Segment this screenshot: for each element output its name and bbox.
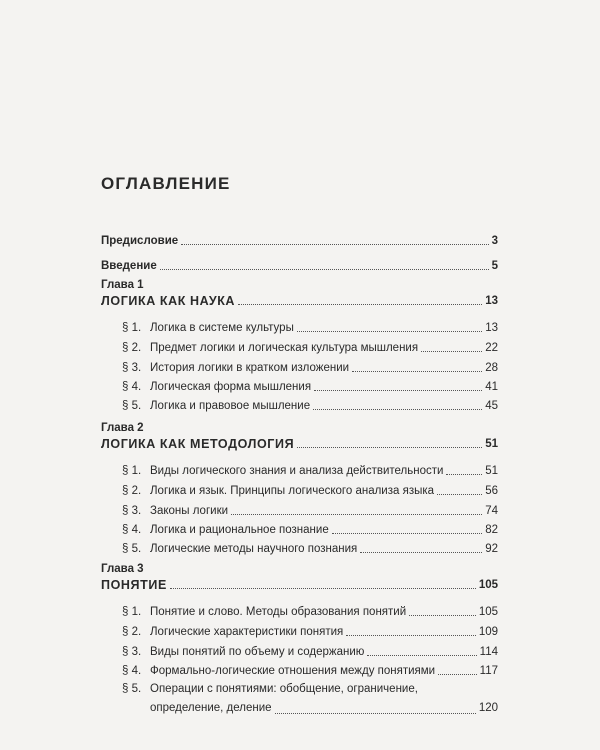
dot-leader [360, 552, 482, 553]
section-entry[interactable] [122, 664, 498, 678]
section-number: § 5. [122, 683, 142, 695]
page-number: 41 [485, 381, 498, 393]
chapter-entry[interactable] [101, 437, 498, 451]
section-number: § 1. [122, 606, 142, 618]
section-entry[interactable] [122, 625, 498, 639]
section-line-1 [122, 680, 498, 699]
page-number: 51 [485, 465, 498, 477]
section-entry[interactable] [122, 523, 498, 537]
section-entry[interactable] [122, 484, 498, 498]
page-number: 82 [485, 524, 498, 536]
chapter-label: Глава 2 [101, 422, 144, 434]
section-entry[interactable] [122, 361, 498, 375]
chapter-label: Глава 1 [101, 279, 144, 291]
section-number: § 3. [122, 505, 142, 517]
toc-entry-label: Введение [101, 260, 157, 272]
section-title-line-1: Операции с понятиями: обобщение, ограничение, [150, 683, 418, 695]
dot-leader [231, 514, 482, 515]
chapter-title: ЛОГИКА КАК НАУКА [101, 294, 236, 308]
section-title: Логика и правовое мышление [150, 400, 311, 412]
page-number: 56 [485, 485, 498, 497]
section-title: Предмет логики и логическая культура мышления [150, 342, 419, 354]
section-title: Виды понятий по объему и содержанию [150, 646, 365, 658]
section-title: Логика и рациональное познание [150, 524, 329, 536]
section-title: Логика в системе культуры [150, 322, 294, 334]
section-title: Виды логического знания и анализа действительности [150, 465, 444, 477]
dot-leader [160, 269, 489, 270]
section-number: § 3. [122, 362, 142, 374]
page-number: 105 [478, 579, 498, 591]
chapter-title: ПОНЯТИЕ [101, 578, 167, 592]
page-number: 105 [478, 606, 498, 618]
page-number: 117 [479, 665, 498, 677]
dot-leader [181, 244, 488, 245]
section-title-line-2: определение, деление [150, 702, 272, 714]
dot-leader [314, 390, 482, 391]
page-number: 45 [485, 400, 498, 412]
dot-leader [438, 674, 477, 675]
page-number: 13 [485, 322, 498, 334]
dot-leader [297, 447, 482, 448]
section-number: § 2. [122, 342, 142, 354]
page-number: 120 [478, 702, 498, 714]
section-entry[interactable] [122, 504, 498, 518]
section-number: § 3. [122, 646, 142, 658]
section-title: Логическая форма мышления [150, 381, 312, 393]
section-number: § 1. [122, 322, 142, 334]
page-number: 109 [478, 626, 498, 638]
chapter-label: Глава 3 [101, 563, 144, 575]
section-entry[interactable] [122, 341, 498, 355]
page-number: 51 [485, 438, 498, 450]
dot-leader [313, 409, 482, 410]
dot-leader [446, 474, 482, 475]
section-title: Понятие и слово. Методы образования понятий [150, 606, 407, 618]
page-number: 22 [485, 342, 498, 354]
section-number: § 5. [122, 543, 142, 555]
section-title: История логики в кратком изложении [150, 362, 350, 374]
page-number: 13 [485, 295, 498, 307]
dot-leader [275, 713, 476, 714]
dot-leader [332, 533, 482, 534]
section-title: Логические методы научного познания [150, 543, 358, 555]
toc-entry-preface[interactable] [101, 234, 498, 248]
section-entry[interactable] [122, 542, 498, 556]
page-title: ОГЛАВЛЕНИЕ [101, 174, 231, 193]
section-entry[interactable] [122, 464, 498, 478]
section-title: Законы логики [150, 505, 229, 517]
section-number: § 2. [122, 485, 142, 497]
section-entry[interactable] [122, 399, 498, 413]
dot-leader [421, 351, 482, 352]
section-number: § 4. [122, 665, 142, 677]
section-entry[interactable] [122, 645, 498, 659]
dot-leader [297, 331, 482, 332]
dot-leader [437, 494, 482, 495]
dot-leader [170, 588, 476, 589]
section-number: § 2. [122, 626, 142, 638]
section-entry[interactable] [122, 321, 498, 335]
page-number: 114 [479, 646, 498, 658]
section-line-2 [122, 699, 498, 718]
section-title: Формально-логические отношения между понятиями [150, 665, 436, 677]
section-entry[interactable] [122, 605, 498, 619]
chapter-entry[interactable] [101, 578, 498, 592]
toc-entry-introduction[interactable] [101, 259, 498, 273]
section-title: Логические характеристики понятия [150, 626, 344, 638]
section-number: § 4. [122, 381, 142, 393]
section-number: § 1. [122, 465, 142, 477]
page-number: 74 [485, 505, 498, 517]
section-entry-wrapped[interactable] [122, 680, 498, 718]
page-number: 3 [491, 235, 498, 247]
toc-entry-label: Предисловие [101, 235, 179, 247]
page-number: 92 [485, 543, 498, 555]
section-number: § 5. [122, 400, 142, 412]
dot-leader [352, 371, 482, 372]
dot-leader [238, 304, 482, 305]
dot-leader [409, 615, 476, 616]
section-number: § 4. [122, 524, 142, 536]
chapter-title: ЛОГИКА КАК МЕТОДОЛОГИЯ [101, 437, 295, 451]
chapter-entry[interactable] [101, 294, 498, 308]
section-entry[interactable] [122, 380, 498, 394]
page-number: 5 [491, 260, 498, 272]
dot-leader [367, 655, 476, 656]
page-number: 28 [485, 362, 498, 374]
dot-leader [346, 635, 476, 636]
section-title: Логика и язык. Принципы логического анализа языка [150, 485, 435, 497]
